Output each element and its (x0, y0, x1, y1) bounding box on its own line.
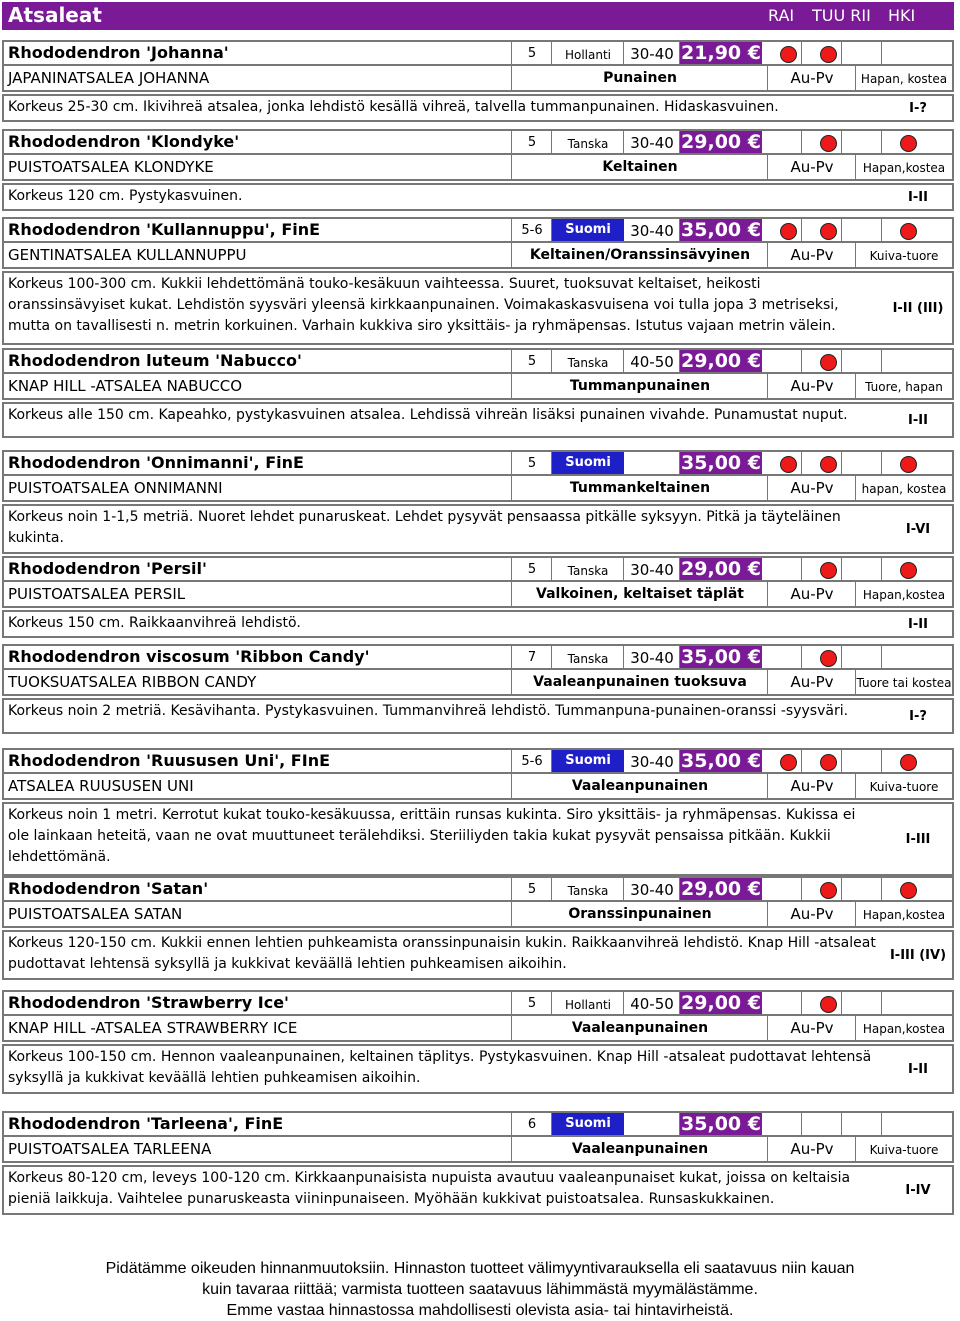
plant-info-row (2, 243, 954, 269)
origin-country: Tanska (567, 564, 609, 578)
plant-name-row (2, 556, 954, 582)
plant-info-row (2, 670, 954, 696)
flower-color: Vaaleanpunainen (571, 1020, 709, 1036)
light-requirement: Au-Pv (790, 777, 834, 795)
pot-size: 30-40 (630, 222, 674, 240)
light-requirement: Au-Pv (790, 158, 834, 176)
hardiness-zone: I-II (908, 413, 928, 428)
light-requirement: Au-Pv (790, 377, 834, 395)
plant-name: Rhododendron 'Strawberry Ice' (8, 993, 289, 1012)
plant-description-row (2, 930, 954, 980)
plant-description-row (2, 402, 954, 438)
common-name: PUISTOATSALEA ONNIMANNI (8, 479, 223, 497)
price-tag: 29,00 € (681, 558, 761, 580)
plant-description-row (2, 504, 954, 554)
plant-info-row (2, 774, 954, 800)
height-class: 6 (527, 1117, 537, 1132)
hardiness-zone: I-VI (905, 522, 931, 537)
height-class: 5 (527, 996, 537, 1011)
plant-name: Rhododendron 'Onnimanni', FinE (8, 453, 304, 472)
hardiness-zone: I-III (IV) (889, 948, 947, 963)
common-name: KNAP HILL -ATSALEA STRAWBERRY ICE (8, 1019, 298, 1037)
availability-dot (780, 223, 797, 240)
availability-dot (780, 456, 797, 473)
common-name: PUISTOATSALEA KLONDYKE (8, 158, 214, 176)
height-class: 5 (527, 46, 537, 61)
origin-badge: Suomi (552, 219, 624, 241)
plant-name-row (2, 348, 954, 374)
soil-requirement: Hapan, kostea (860, 72, 948, 86)
light-requirement: Au-Pv (790, 1019, 834, 1037)
availability-dot (900, 754, 917, 771)
plant-name-row (2, 450, 954, 476)
price-tag: 35,00 € (681, 219, 761, 241)
soil-requirement: Hapan,kostea (862, 161, 946, 175)
height-class: 5-6 (521, 223, 543, 238)
price-tag: 29,00 € (681, 350, 761, 372)
plant-info-row (2, 476, 954, 502)
origin-badge: Suomi (552, 1113, 624, 1135)
hardiness-zone: I-IV (905, 1183, 931, 1198)
height-class: 5 (527, 354, 537, 369)
hardiness-zone: I-II (908, 190, 928, 205)
soil-requirement: Hapan,kostea (862, 908, 946, 922)
plant-name: Rhododendron 'Tarleena', FinE (8, 1114, 284, 1133)
plant-description: Korkeus 150 cm. Raikkaanvihreä lehdistö. (8, 615, 301, 631)
common-name: KNAP HILL -ATSALEA NABUCCO (8, 377, 243, 395)
plant-name: Rhododendron viscosum 'Ribbon Candy' (8, 647, 370, 666)
light-requirement: Au-Pv (790, 69, 834, 87)
height-class: 5 (527, 562, 537, 577)
plant-name-row (2, 129, 954, 155)
soil-requirement: Tuore tai kostea (856, 676, 952, 690)
plant-info-row (2, 374, 954, 400)
price-tag: 35,00 € (681, 1113, 761, 1135)
category-header (2, 2, 954, 30)
availability-dot (820, 650, 837, 667)
light-requirement: Au-Pv (790, 479, 834, 497)
plant-info-row (2, 155, 954, 181)
plant-description: Korkeus 100-150 cm. Hennon vaaleanpunainen, keltainen täplitys. Pystykasvuinen. Knap Hill -atsaleat pudottavat lehtensä syksyllä ja kukkivat keväällä lehtien puhkeamisen aikoihin. (8, 1049, 872, 1086)
soil-requirement: Kuiva-tuore (869, 249, 939, 263)
plant-name: Rhododendron 'Johanna' (8, 43, 229, 62)
availability-dot (900, 223, 917, 240)
plant-name-row (2, 217, 954, 243)
plant-description: Korkeus noin 2 metriä. Kesävihanta. Pystykasvuinen. Tummanvihreä lehdistö. Tummanpuna-punainen-oranssi -syysväri. (8, 703, 849, 719)
plant-description: Korkeus noin 1-1,5 metriä. Nuoret lehdet punaruskeat. Lehdet pysyvät pensaassa pitkälle syksyyn. Pitkä ja täyteläinen kukinta. (8, 509, 841, 546)
footer-line-1: Pidätämme oikeuden hinnanmuutoksiin. Hinnaston tuotteet välimyyntivarauksella eli saatavuus niin kauan (105, 1260, 855, 1277)
common-name: JAPANINATSALEA JOHANNA (8, 69, 210, 87)
origin-country: Hollanti (564, 998, 612, 1012)
footer-line-2: kuin tavaraa riittää; varmista tuotteen saatavuus lähimmästä myymälästämme. (202, 1281, 758, 1298)
pot-size: 30-40 (630, 881, 674, 899)
plant-name-row (2, 40, 954, 66)
hardiness-zone: I-? (909, 101, 927, 116)
common-name: TUOKSUATSALEA RIBBON CANDY (8, 673, 257, 691)
pot-size: 40-50 (630, 353, 674, 371)
plant-description-row (2, 1044, 954, 1094)
plant-info-row (2, 66, 954, 92)
plant-description: Korkeus 120 cm. Pystykasvuinen. (8, 188, 243, 204)
availability-dot (820, 223, 837, 240)
light-requirement: Au-Pv (790, 246, 834, 264)
availability-dot (900, 456, 917, 473)
flower-color: Oranssinpunainen (568, 906, 712, 922)
hardiness-zone: I-? (909, 709, 927, 724)
plant-description-row (2, 610, 954, 638)
availability-dot (820, 996, 837, 1013)
plant-name-row (2, 1111, 954, 1137)
availability-dot (820, 135, 837, 152)
soil-requirement: Kuiva-tuore (869, 1143, 939, 1157)
availability-dot (780, 754, 797, 771)
hardiness-zone: I-II (908, 617, 928, 632)
plant-name-row (2, 876, 954, 902)
price-tag: 35,00 € (681, 646, 761, 668)
availability-dot (820, 754, 837, 771)
common-name: GENTINATSALEA KULLANNUPPU (8, 246, 247, 264)
plant-info-row (2, 1137, 954, 1163)
plant-description: Korkeus 120-150 cm. Kukkii ennen lehtien puhkeamista oranssinpunaisin kukin. Raikkaanvihreä lehdistö. Knap Hill -atsaleat pudottavat lehtensä syksyllä ja kukkivat keväällä lehtien puhkeamisen aikoihin. (8, 935, 876, 972)
common-name: PUISTOATSALEA SATAN (8, 905, 183, 923)
pot-size: 30-40 (630, 45, 674, 63)
plant-name-row (2, 644, 954, 670)
origin-badge: Suomi (552, 750, 624, 772)
common-name: PUISTOATSALEA PERSIL (8, 585, 186, 603)
zone-label-hki: HKI (888, 6, 916, 25)
price-tag: 35,00 € (681, 452, 761, 474)
origin-badge: Suomi (552, 452, 624, 474)
plant-description: Korkeus noin 1 metri. Kerrotut kukat touko-kesäkuussa, erittäin runsas kukinta. Siro yksittäis- ja ryhmäpensas. Kukissa ei ole lainkaan heteitä, vaan ne ovat muuttuneet terälehdiksi. Steriiliyden takia kukat pysyvät pensaissa pitkään. Kukkii lehdettömänä. (8, 807, 856, 865)
plant-name-row (2, 748, 954, 774)
zone-label-rai: RAI (768, 6, 795, 25)
plant-name-row (2, 990, 954, 1016)
price-tag: 29,00 € (681, 992, 761, 1014)
availability-dot (820, 562, 837, 579)
plant-name: Rhododendron 'Satan' (8, 879, 209, 898)
height-class: 5 (527, 135, 537, 150)
soil-requirement: Hapan,kostea (862, 1022, 946, 1036)
hardiness-zone: I-II (III) (892, 301, 944, 316)
plant-description-row (2, 94, 954, 122)
plant-description: Korkeus 100-300 cm. Kukkii lehdettömänä touko-kesäkuun vaihteessa. Suuret, tuoksuvat keltaiset, heikosti oranssinsävyiset kukat. Lehdistön syysväri yleensä kirkkaanpunainen. Voimakaskasvuisena voi tulla jopa 3 metriseksi, mutta on tavallisesti n. metrin korkuinen. Varhain kukkiva siro yksittäis- ja ryhmäpensas. Istutus vajaan metrin välein. (8, 276, 839, 334)
flower-color: Vaaleanpunainen tuoksuva (533, 674, 747, 690)
price-tag: 29,00 € (681, 131, 761, 153)
height-class: 5-6 (521, 754, 543, 769)
plant-description-row (2, 183, 954, 211)
availability-dot (780, 46, 797, 63)
price-tag: 29,00 € (681, 878, 761, 900)
zone-label-tuu-rii: TUU RII (812, 6, 871, 25)
pot-size: 30-40 (630, 649, 674, 667)
footer-line-3: Emme vastaa hinnastossa mahdollisesti olevista asia- tai hintavirheistä. (226, 1302, 734, 1319)
plant-name: Rhododendron 'Klondyke' (8, 132, 240, 151)
plant-description-row (2, 1165, 954, 1215)
light-requirement: Au-Pv (790, 673, 834, 691)
plant-name: Rhododendron luteum 'Nabucco' (8, 351, 302, 370)
soil-requirement: Tuore, hapan (865, 380, 943, 394)
light-requirement: Au-Pv (790, 905, 834, 923)
price-tag: 21,90 € (681, 42, 761, 64)
flower-color: Vaaleanpunainen (571, 778, 709, 794)
common-name: PUISTOATSALEA TARLEENA (8, 1140, 212, 1158)
soil-requirement: hapan, kostea (861, 482, 947, 496)
availability-dot (820, 882, 837, 899)
availability-dot (900, 562, 917, 579)
soil-requirement: Kuiva-tuore (869, 780, 939, 794)
plant-info-row (2, 582, 954, 608)
footer-notice (40, 1258, 920, 1321)
flower-color: Tummankeltainen (569, 480, 711, 496)
origin-country: Tanska (567, 884, 609, 898)
pot-size: 30-40 (630, 753, 674, 771)
availability-dot (820, 456, 837, 473)
flower-color: Vaaleanpunainen (571, 1141, 709, 1157)
plant-description: Korkeus alle 150 cm. Kapeahko, pystykasvuinen atsalea. Lehdissä vihreän lisäksi punainen vivahde. Punamustat nuput. (8, 407, 848, 423)
category-title: Atsaleat (8, 3, 102, 27)
plant-description-row (2, 802, 954, 876)
height-class: 5 (527, 882, 537, 897)
plant-name: Rhododendron 'Kullannuppu', FinE (8, 220, 321, 239)
plant-description-row (2, 698, 954, 734)
pot-size: 30-40 (630, 561, 674, 579)
flower-color: Valkoinen, keltaiset täplät (536, 586, 744, 602)
light-requirement: Au-Pv (790, 585, 834, 603)
flower-color: Tummanpunainen (569, 378, 711, 394)
plant-description: Korkeus 25-30 cm. Ikivihreä atsalea, jonka lehdistö kesällä vihreä, talvella tummanpunainen. Hidaskasvuinen. (8, 99, 779, 115)
availability-dot (820, 46, 837, 63)
height-class: 5 (527, 456, 537, 471)
light-requirement: Au-Pv (790, 1140, 834, 1158)
origin-country: Hollanti (564, 48, 612, 62)
origin-country: Tanska (567, 652, 609, 666)
plant-name: Rhododendron 'Ruususen Uni', FInE (8, 751, 331, 770)
plant-name: Rhododendron 'Persil' (8, 559, 207, 578)
flower-color: Keltainen/Oranssinsävyinen (529, 247, 751, 263)
soil-requirement: Hapan,kostea (862, 588, 946, 602)
plant-description-row (2, 271, 954, 345)
price-tag: 35,00 € (681, 750, 761, 772)
plant-description: Korkeus 80-120 cm, leveys 100-120 cm. Kirkkaanpunaisista nupuista avautuu vaaleanpunaiset kukat, joissa on keltaisia pieniä laikkuja. Vaihtelee punaruskeasta viininpunaiseen. Myöhään kukkivat puistoatsalea. Runsaskukkainen. (8, 1170, 851, 1207)
pot-size: 30-40 (630, 134, 674, 152)
origin-country: Tanska (567, 137, 609, 151)
availability-dot (900, 882, 917, 899)
origin-country: Tanska (567, 356, 609, 370)
flower-color: Keltainen (602, 159, 678, 175)
availability-dot (820, 354, 837, 371)
pot-size: 40-50 (630, 995, 674, 1013)
plant-info-row (2, 1016, 954, 1042)
flower-color: Punainen (603, 70, 677, 86)
hardiness-zone: I-III (905, 832, 931, 847)
common-name: ATSALEA RUUSUSEN UNI (8, 777, 194, 795)
availability-dot (900, 135, 917, 152)
height-class: 7 (527, 650, 537, 665)
hardiness-zone: I-II (908, 1062, 928, 1077)
plant-info-row (2, 902, 954, 928)
